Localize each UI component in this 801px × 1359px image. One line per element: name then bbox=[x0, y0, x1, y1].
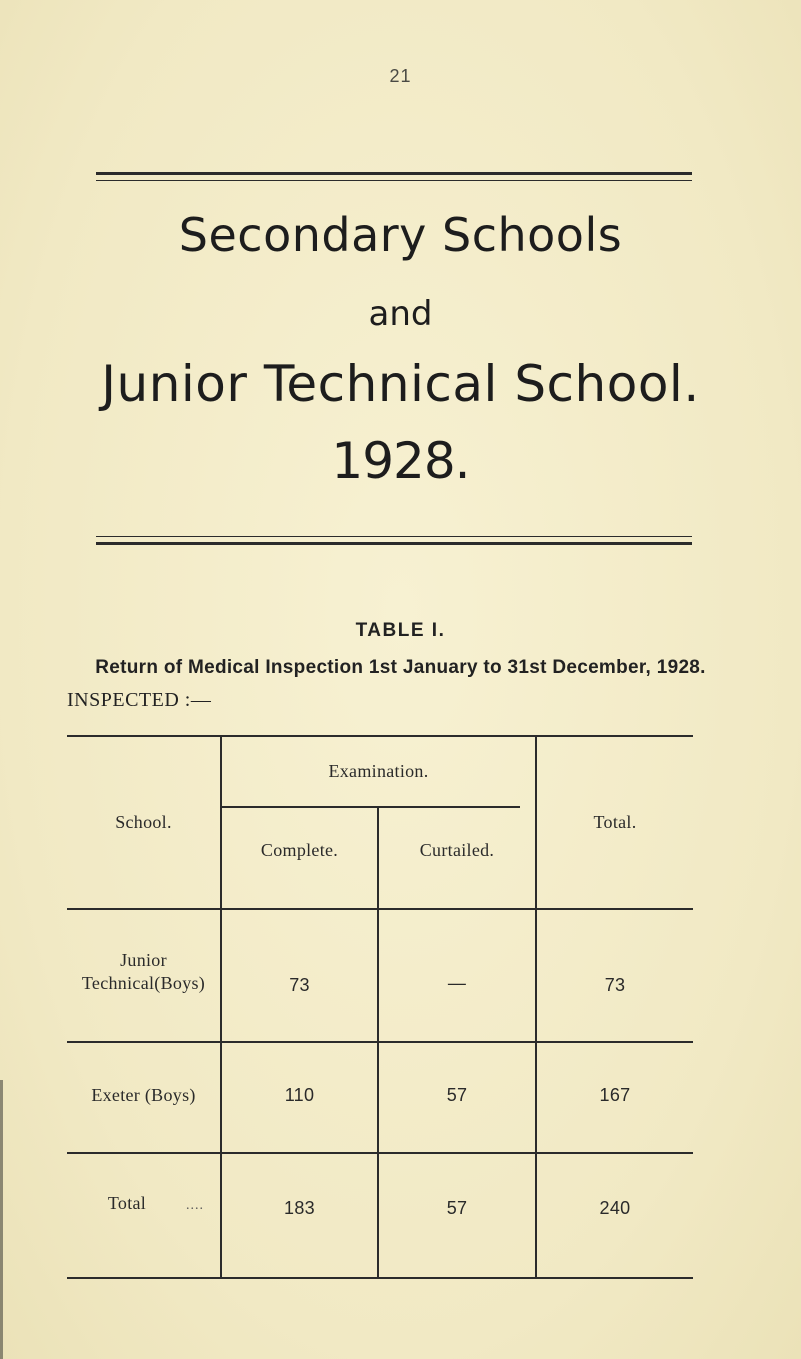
header-school: School. bbox=[115, 812, 172, 832]
row2-complete: 110 bbox=[284, 1085, 315, 1105]
title-line-2: and bbox=[368, 294, 433, 334]
title-year: 1928. bbox=[331, 432, 470, 490]
table-heading: TABLE I. bbox=[355, 620, 446, 641]
row1-bottom-rule bbox=[67, 1041, 693, 1043]
top-rule-thick bbox=[96, 172, 692, 175]
row2-total: 167 bbox=[599, 1085, 631, 1105]
total-total: 240 bbox=[599, 1198, 631, 1218]
bottom-rule-thin bbox=[96, 536, 692, 537]
row2-curtailed: 57 bbox=[446, 1085, 468, 1105]
header-complete: Complete. bbox=[260, 840, 339, 860]
table-bottom-rule bbox=[67, 1277, 693, 1279]
header-bottom-rule bbox=[67, 908, 693, 910]
row1-school-line2: Technical(Boys) bbox=[81, 973, 206, 993]
page-edge-shadow bbox=[0, 1080, 3, 1359]
row2-school: Exeter (Boys) bbox=[91, 1085, 196, 1105]
title-line-3: Junior Technical School. bbox=[101, 355, 700, 413]
total-label: Total bbox=[107, 1193, 147, 1213]
row1-complete: 73 bbox=[289, 975, 310, 995]
total-complete: 183 bbox=[284, 1198, 315, 1218]
return-description: Return of Medical Inspection 1st January to 31st December, 1928. bbox=[95, 657, 706, 678]
total-curtailed: 57 bbox=[446, 1198, 468, 1218]
table-top-rule bbox=[67, 735, 693, 737]
total-leader-dots: .... bbox=[186, 1198, 204, 1213]
bottom-rule-thick bbox=[96, 542, 692, 545]
header-examination: Examination. bbox=[328, 761, 429, 781]
header-curtailed: Curtailed. bbox=[419, 840, 495, 860]
top-rule-thin bbox=[96, 180, 692, 181]
row2-bottom-rule bbox=[67, 1152, 693, 1154]
header-total: Total. bbox=[593, 812, 637, 832]
title-line-1: Secondary Schools bbox=[178, 208, 623, 262]
inspected-label: INSPECTED :— bbox=[67, 689, 212, 711]
examination-sub-rule bbox=[222, 806, 520, 808]
row1-total: 73 bbox=[604, 975, 626, 995]
page-number: 21 bbox=[389, 66, 412, 86]
row1-curtailed: — bbox=[447, 973, 467, 993]
row1-school-line1: Junior bbox=[120, 950, 167, 970]
